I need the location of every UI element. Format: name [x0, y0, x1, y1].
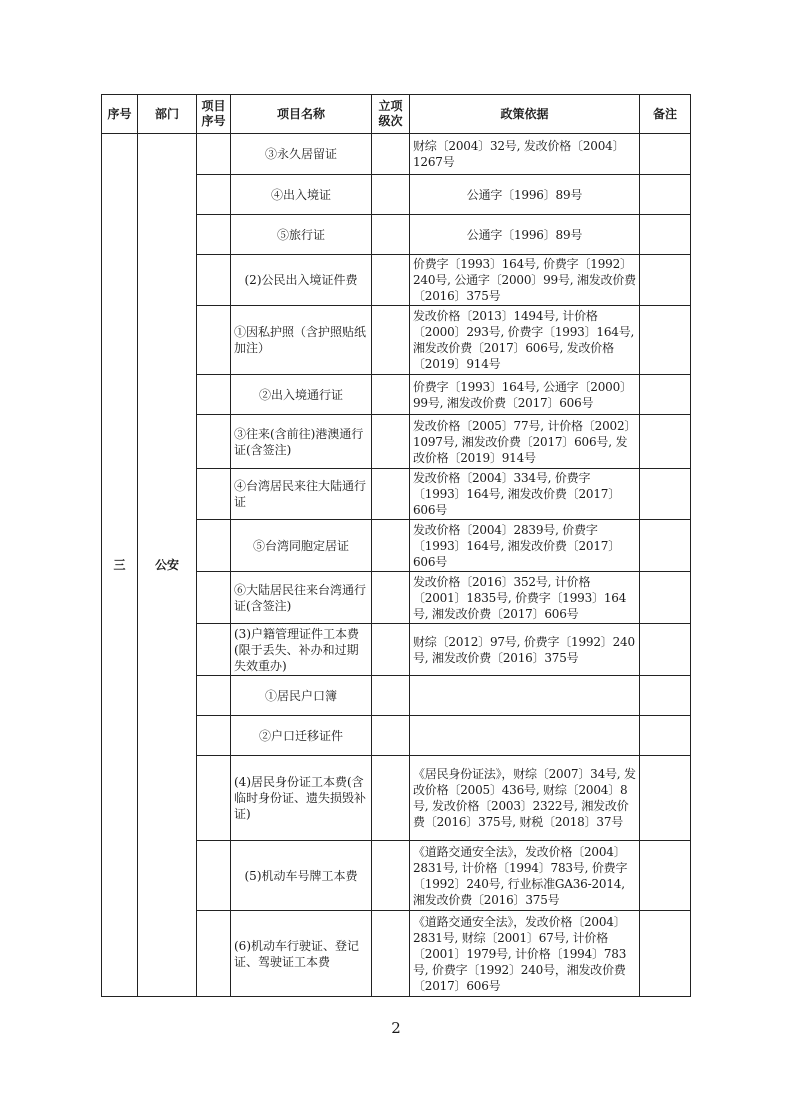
item-no-cell: [197, 175, 231, 215]
level-cell: [372, 911, 410, 997]
policy-cell: 财综〔2012〕97号, 价费字〔1992〕240号, 湘发改价费〔2016〕375号: [410, 624, 640, 676]
level-cell: [372, 572, 410, 624]
note-cell: [640, 255, 691, 306]
department-cell: 公安: [138, 134, 197, 997]
item-name-cell: (6)机动车行驶证、登记证、驾驶证工本费: [231, 911, 372, 997]
item-name-cell: ②户口迁移证件: [231, 716, 372, 756]
table-row: [102, 134, 691, 175]
item-name-cell: ②出入境通行证: [231, 375, 372, 415]
item-no-cell: [197, 134, 231, 175]
item-name-cell: ③往来(含前往)港澳通行证(含签注): [231, 415, 372, 469]
note-cell: [640, 841, 691, 911]
header-level: 立项 级次: [372, 95, 410, 134]
level-cell: [372, 676, 410, 716]
item-no-cell: [197, 520, 231, 572]
serial-cell: 三: [102, 134, 138, 997]
level-cell: [372, 375, 410, 415]
item-no-cell: [197, 756, 231, 841]
note-cell: [640, 469, 691, 520]
policy-cell: 公通字〔1996〕89号: [410, 175, 640, 215]
item-no-cell: [197, 415, 231, 469]
item-name-cell: ④台湾居民来往大陆通行证: [231, 469, 372, 520]
item-name-cell: ③永久居留证: [231, 134, 372, 175]
level-cell: [372, 469, 410, 520]
table-body: [102, 134, 691, 997]
item-no-cell: [197, 255, 231, 306]
note-cell: [640, 375, 691, 415]
policy-cell: 发改价格〔2005〕77号, 计价格〔2002〕1097号, 湘发改价费〔2017〕606号, 发改价格〔2019〕914号: [410, 415, 640, 469]
table-header-row: [102, 95, 691, 134]
level-cell: [372, 175, 410, 215]
policy-cell: 价费字〔1993〕164号, 公通字〔2000〕99号, 湘发改价费〔2017〕606号: [410, 375, 640, 415]
item-name-cell: (4)居民身份证工本费(含临时身份证、遗失损毁补证): [231, 756, 372, 841]
note-cell: [640, 624, 691, 676]
item-no-cell: [197, 841, 231, 911]
level-cell: [372, 415, 410, 469]
item-no-cell: [197, 716, 231, 756]
header-department: 部门: [138, 95, 197, 134]
level-cell: [372, 624, 410, 676]
note-cell: [640, 306, 691, 375]
item-name-cell: ⑤旅行证: [231, 215, 372, 255]
note-cell: [640, 520, 691, 572]
note-cell: [640, 175, 691, 215]
item-name-cell: (2)公民出入境证件费: [231, 255, 372, 306]
policy-cell: 公通字〔1996〕89号: [410, 215, 640, 255]
policy-cell: 财综〔2004〕32号, 发改价格〔2004〕1267号: [410, 134, 640, 175]
policy-cell: 《道路交通安全法》，发改价格〔2004〕2831号, 计价格〔1994〕783号, 价费字〔1992〕240号, 行业标准GA36-2014, 湘发改价费〔2016〕375号: [410, 841, 640, 911]
policy-cell: 发改价格〔2013〕1494号, 计价格〔2000〕293号, 价费字〔1993〕164号, 湘发改价费〔2017〕606号, 发改价格〔2019〕914号: [410, 306, 640, 375]
note-cell: [640, 676, 691, 716]
header-policy: 政策依据: [410, 95, 640, 134]
header-item-name: 项目名称: [231, 95, 372, 134]
note-cell: [640, 134, 691, 175]
level-cell: [372, 756, 410, 841]
item-name-cell: ⑤台湾同胞定居证: [231, 520, 372, 572]
level-cell: [372, 134, 410, 175]
fee-table: [101, 94, 691, 997]
header-item-no: 项目 序号: [197, 95, 231, 134]
policy-cell: 《道路交通安全法》，发改价格〔2004〕2831号, 财综〔2001〕67号, 计价格〔2001〕1979号, 计价格〔1994〕783号, 价费字〔1992〕240号，湘发改价费〔2017〕606号: [410, 911, 640, 997]
item-no-cell: [197, 572, 231, 624]
item-name-cell: ①因私护照（含护照贴纸加注）: [231, 306, 372, 375]
item-no-cell: [197, 306, 231, 375]
level-cell: [372, 255, 410, 306]
policy-cell: 发改价格〔2004〕2839号, 价费字〔1993〕164号, 湘发改价费〔2017〕606号: [410, 520, 640, 572]
item-name-cell: ④出入境证: [231, 175, 372, 215]
item-no-cell: [197, 911, 231, 997]
header-serial: 序号: [102, 95, 138, 134]
note-cell: [640, 911, 691, 997]
item-no-cell: [197, 469, 231, 520]
item-no-cell: [197, 215, 231, 255]
level-cell: [372, 841, 410, 911]
item-no-cell: [197, 676, 231, 716]
note-cell: [640, 415, 691, 469]
item-no-cell: [197, 624, 231, 676]
page-number: 2: [391, 1019, 401, 1037]
item-name-cell: ⑥大陆居民往来台湾通行证(含签注): [231, 572, 372, 624]
header-note: 备注: [640, 95, 691, 134]
note-cell: [640, 716, 691, 756]
note-cell: [640, 756, 691, 841]
note-cell: [640, 572, 691, 624]
policy-cell: 发改价格〔2016〕352号, 计价格〔2001〕1835号, 价费字〔1993〕164号, 湘发改价费〔2017〕606号: [410, 572, 640, 624]
policy-cell: [410, 676, 640, 716]
note-cell: [640, 215, 691, 255]
item-name-cell: (5)机动车号牌工本费: [231, 841, 372, 911]
item-name-cell: ①居民户口簿: [231, 676, 372, 716]
level-cell: [372, 520, 410, 572]
level-cell: [372, 215, 410, 255]
policy-cell: 《居民身份证法》，财综〔2007〕34号, 发改价格〔2005〕436号, 财综〔2004〕8号, 发改价格〔2003〕2322号, 湘发改价费〔2016〕375号, 财税〔2018〕37号: [410, 756, 640, 841]
level-cell: [372, 716, 410, 756]
policy-cell: 价费字〔1993〕164号, 价费字〔1992〕240号, 公通字〔2000〕99号, 湘发改价费〔2016〕375号: [410, 255, 640, 306]
item-name-cell: (3)户籍管理证件工本费(限于丢失、补办和过期失效重办): [231, 624, 372, 676]
policy-cell: [410, 716, 640, 756]
policy-cell: 发改价格〔2004〕334号, 价费字〔1993〕164号, 湘发改价费〔2017〕606号: [410, 469, 640, 520]
item-no-cell: [197, 375, 231, 415]
level-cell: [372, 306, 410, 375]
